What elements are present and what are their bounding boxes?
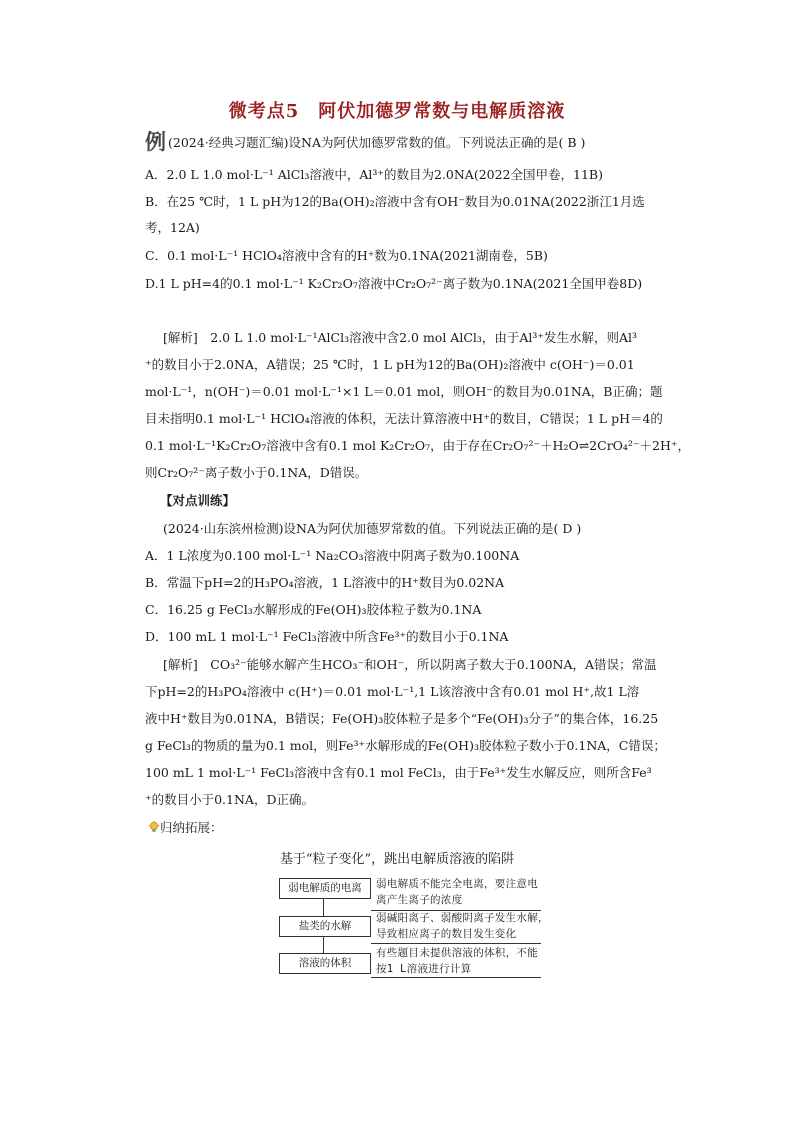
desc-line-text: 按1 L溶液进行计算 — [376, 963, 472, 975]
practice-option-b: B．常温下pH=2的H₃PO₄溶液，1 L溶液中的H⁺数目为0.02NA — [145, 575, 505, 590]
example-analysis-line: [解析] 2.0 L 1.0 mol·L⁻¹AlCl₃溶液中含2.0 mol AlCl₃，由于Al³⁺发生水解，则Al³ — [163, 330, 638, 345]
example-analysis-line: 目未指明0.1 mol·L⁻¹ HClO₄溶液的体积，无法计算溶液中H⁺的数目，C错误；1 L pH＝4的 — [145, 411, 663, 426]
diagram-desc-volume — [376, 945, 538, 977]
practice-analysis-line: 100 mL 1 mol·L⁻¹ FeCl₃溶液中含有0.1 mol FeCl₃，由于Fe³⁺发生水解反应，则所含Fe³ — [145, 765, 652, 780]
example-option-d: D.1 L pH=4的0.1 mol·L⁻¹ K₂Cr₂O₇溶液中Cr₂O₇²⁻离子数为0.1NA(2021全国甲卷8D) — [145, 276, 643, 291]
desc-line-text: 有些题目未提供溶液的体积，不能 — [376, 947, 538, 959]
diagram-box-ionization: 弱电解质的电离 — [279, 878, 371, 899]
diagram-desc-ionization — [376, 876, 538, 908]
practice-analysis-line: ⁺的数目小于0.1NA，D正确。 — [145, 792, 314, 807]
diagram-desc-hydrolysis — [376, 910, 549, 942]
practice-analysis-line: g FeCl₃的物质的量为0.1 mol，则Fe³⁺水解形成的Fe(OH)₃胶体粒子数小于0.1NA，C错误； — [145, 738, 666, 753]
desc-line-text: 导致相应离子的数目发生变化 — [376, 928, 517, 940]
lightbulb-icon — [148, 821, 160, 833]
example-option-c: C．0.1 mol·L⁻¹ HClO₄溶液中含有的H⁺数为0.1NA(2021湖南卷，5B) — [145, 248, 548, 263]
example-option-b-cont: 考，12A) — [145, 220, 200, 235]
example-analysis-line: 0.1 mol·L⁻¹K₂Cr₂O₇溶液中含有0.1 mol K₂Cr₂O₇，由于存在Cr₂O₇²⁻＋H₂O⇌2CrO₄²⁻＋2H⁺， — [145, 438, 690, 453]
practice-stem: (2024·山东滨州检测)设NA为阿伏加德罗常数的值。下列说法正确的是( D ) — [163, 521, 582, 536]
diagram-box-hydrolysis: 盐类的水解 — [279, 916, 371, 937]
diagram-title: 基于“粒子变化”，跳出电解质溶液的陷阱 — [279, 852, 515, 867]
desc-line-text: 弱碱阳离子、弱酸阴离子发生水解， — [376, 912, 549, 924]
practice-option-c: C．16.25 g FeCl₃水解形成的Fe(OH)₃胶体粒子数为0.1NA — [145, 602, 482, 617]
practice-heading: 【对点训练】 — [160, 493, 236, 508]
example-option-b: B．在25 ℃时，1 L pH为12的Ba(OH)₂溶液中含有OH⁻数目为0.01NA(2022浙江1月选 — [145, 194, 645, 209]
practice-option-a: A．1 L浓度为0.100 mol·L⁻¹ Na₂CO₃溶液中阴离子数为0.100NA — [145, 548, 520, 563]
summary-label-line — [148, 820, 223, 836]
diagram-box-volume: 溶液的体积 — [279, 953, 371, 974]
practice-analysis-line: 液中H⁺数目为0.01NA，B错误；Fe(OH)₃胶体粒子是多个“Fe(OH)₃分子”的集合体，16.25 — [145, 711, 659, 726]
example-analysis-line: ⁺的数目小于2.0NA，A错误；25 ℃时，1 L pH为12的Ba(OH)₂溶液中 c(OH⁻)＝0.01 — [145, 357, 635, 372]
example-option-a: A．2.0 L 1.0 mol·L⁻¹ AlCl₃溶液中，Al³⁺的数目为2.0NA(2022全国甲卷，11B) — [145, 167, 603, 182]
example-stem-line — [145, 129, 586, 154]
practice-analysis-line: [解析] CO₃²⁻能够水解产生HCO₃⁻和OH⁻，所以阴离子数大于0.100NA，A错误；常温 — [163, 657, 657, 672]
desc-line-text: 离产生离子的浓度 — [376, 894, 463, 906]
desc-line-text: 弱电解质不能完全电离，要注意电 — [376, 878, 538, 890]
desc-underline — [371, 943, 541, 944]
practice-option-d: D．100 mL 1 mol·L⁻¹ FeCl₃溶液中所含Fe³⁺的数目小于0.1NA — [145, 629, 509, 644]
desc-underline — [371, 977, 541, 978]
practice-analysis-line: 下pH=2的H₃PO₄溶液中 c(H⁺)＝0.01 mol·L⁻¹,1 L该溶液中含有0.01 mol H⁺,故1 L溶 — [145, 684, 640, 699]
page-title: 微考点5 阿伏加德罗常数与电解质溶液 — [228, 101, 566, 122]
summary-label: 归纳拓展： — [160, 820, 223, 835]
example-mark: 例 — [145, 129, 166, 154]
example-stem: (2024·经典习题汇编)设NA为阿伏加德罗常数的值。下列说法正确的是( B ) — [168, 135, 586, 150]
example-analysis-line: 则Cr₂O₇²⁻离子数小于0.1NA，D错误。 — [145, 465, 368, 480]
example-analysis-line: mol·L⁻¹，n(OH⁻)＝0.01 mol·L⁻¹×1 L＝0.01 mol，则OH⁻的数目为0.01NA，B正确；题 — [145, 384, 663, 399]
